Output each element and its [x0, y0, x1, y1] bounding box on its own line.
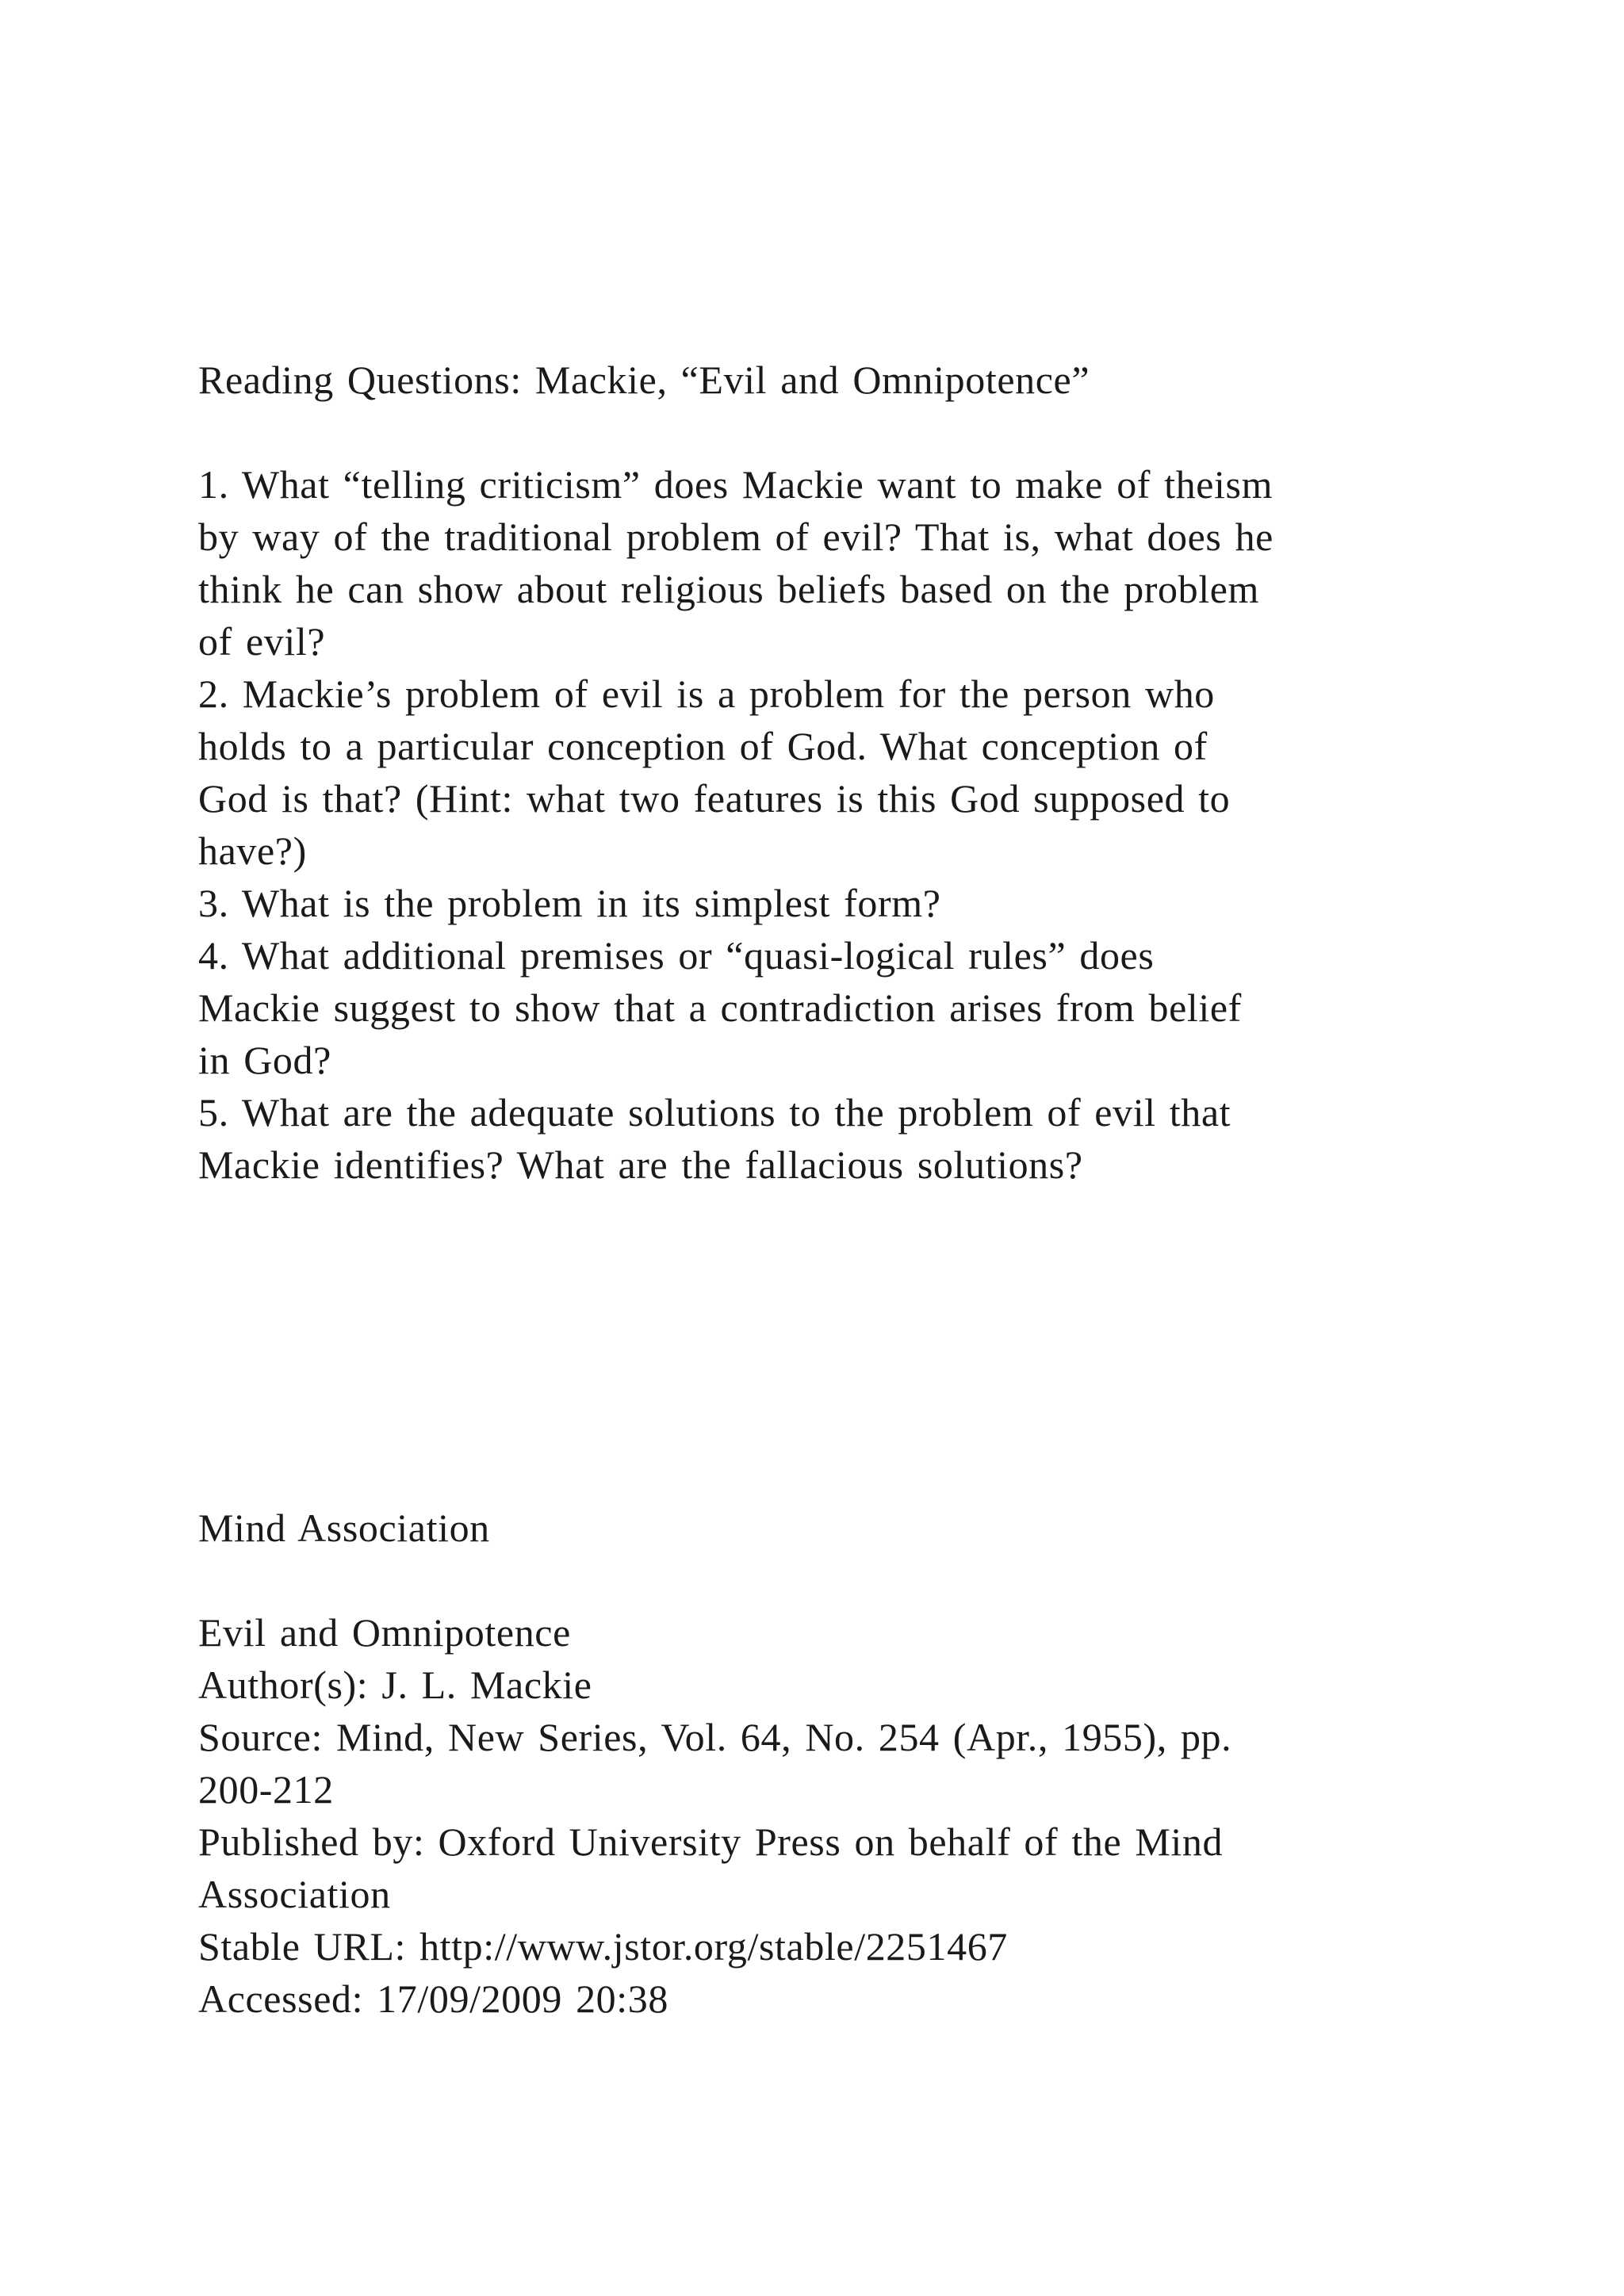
citation-accessed: Accessed: 17/09/2009 20:38: [198, 1976, 668, 2021]
question-1-line-2: by way of the traditional problem of evil? That is, what does he: [198, 515, 1274, 559]
question-5-line-2: Mackie identifies? What are the fallacious solutions?: [198, 1142, 1083, 1187]
question-3: [198, 877, 1467, 929]
question-list: [198, 458, 1467, 1191]
question-2-line-2: holds to a particular conception of God. What conception of: [198, 724, 1208, 768]
citation-author: Author(s): J. L. Mackie: [198, 1663, 592, 1707]
association-heading: Mind Association: [198, 1506, 490, 1550]
reading-questions-heading-block: [198, 354, 1467, 406]
question-2-line-3: God is that? (Hint: what two features is this God supposed to: [198, 776, 1231, 821]
question-5-line-1: 5. What are the adequate solutions to the problem of evil that: [198, 1090, 1231, 1135]
question-4-line-3: in God?: [198, 1038, 331, 1082]
question-1: [198, 458, 1467, 668]
citation-stable-url: Stable URL: http://www.jstor.org/stable/2251467: [198, 1924, 1008, 1969]
question-4-line-1: 4. What additional premises or “quasi-logical rules” does: [198, 933, 1155, 978]
citation-source-line-2: 200-212: [198, 1767, 334, 1812]
association-heading-block: [198, 1502, 1467, 1554]
question-2-line-1: 2. Mackie’s problem of evil is a problem for the person who: [198, 672, 1215, 716]
citation-title: Evil and Omnipotence: [198, 1610, 571, 1655]
citation-source-line-1: Source: Mind, New Series, Vol. 64, No. 254 (Apr., 1955), pp.: [198, 1715, 1232, 1759]
question-1-line-1: 1. What “telling criticism” does Mackie want to make of theism: [198, 462, 1274, 507]
question-4-line-2: Mackie suggest to show that a contradiction arises from belief: [198, 985, 1242, 1030]
citation-publisher-line-2: Association: [198, 1872, 391, 1916]
question-2: [198, 668, 1467, 877]
question-5: [198, 1086, 1467, 1191]
citation-block: [198, 1606, 1467, 2025]
question-1-line-4: of evil?: [198, 619, 326, 664]
reading-questions-heading: Reading Questions: Mackie, “Evil and Omnipotence”: [198, 358, 1090, 402]
citation-publisher-line-1: Published by: Oxford University Press on behalf of the Mind: [198, 1820, 1224, 1864]
question-2-line-4: have?): [198, 828, 307, 873]
question-3-line-1: 3. What is the problem in its simplest form?: [198, 881, 941, 925]
question-4: [198, 929, 1467, 1086]
question-1-line-3: think he can show about religious beliefs based on the problem: [198, 567, 1260, 611]
